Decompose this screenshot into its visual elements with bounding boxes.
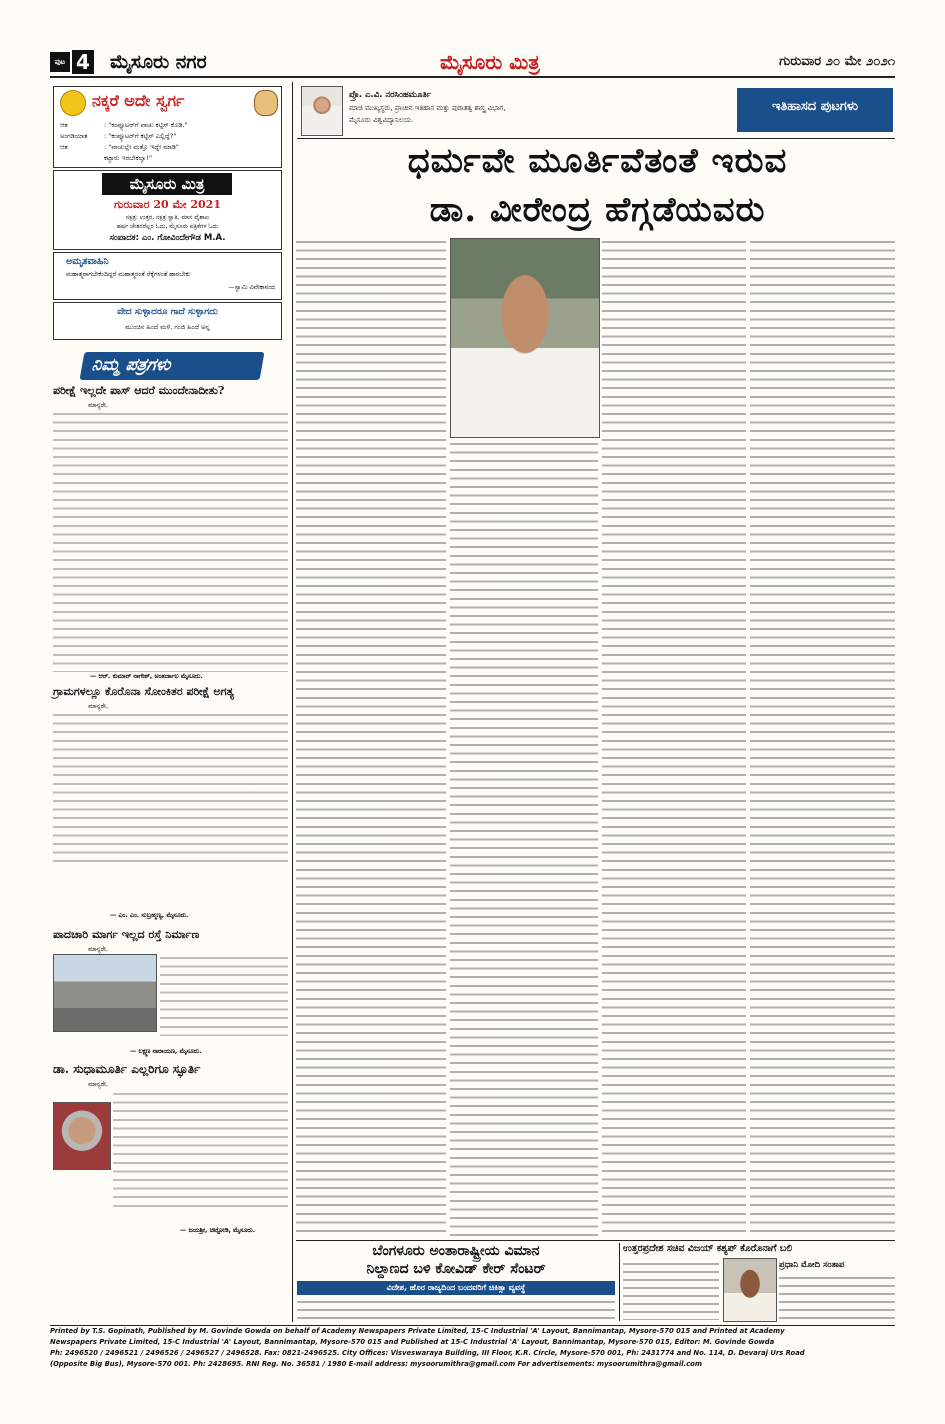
airport-subhead: ವಿದೇಶ, ಹೊರ ರಾಜ್ಯದಿಂದ ಬಂದವರಿಗೆ ಚಿಕಿತ್ಸಾ ವ್ಯವಸ್ಥೆ [297,1281,615,1295]
letter-salutation: ಮಾನ್ಯರೇ, [88,703,108,710]
author-desc: ಮಾಜಿ ಮುಖ್ಯಸ್ಥರು, ಪ್ರಾಚೀನ ಇತಿಹಾಸ ಮತ್ತು ಪುರಾತತ್ವ ಶಾಸ್ತ್ರ ವಿಭಾಗ, [349,104,506,112]
letter-signature: — ಜಯಶ್ರೀ, ಚಿಟ್ಟೋಡಿ, ಮೈಸೂರು. [180,1227,256,1234]
imprint-line: Ph: 2496520 / 2496521 / 2496526 / 2496527 / 2496528. Fax: 0821-2496525. City Offices: Visveswaraya Building, III Floor, K.R. Circle, Mysore-570 001, Ph: 2431774 and No. 114, D. Devaraj Urs Road [50,1349,805,1357]
up-minister-news [623,1243,895,1321]
feature-headline: ಧರ್ಮವೇ ಮೂರ್ತಿವೆತಂತೆ ಇರುವ [407,141,788,181]
feature-column [602,238,746,1236]
masthead [50,48,895,78]
letter-headline: ಪಾದಚಾರಿ ಮಾರ್ಗ ಇಲ್ಲದ ರಸ್ತೆ ನಿರ್ಮಾಣ [53,928,200,941]
joke-line: ಕಟ್ಟಾರು ಇರಬೇಕಲ್ವಾ!" [104,154,152,162]
info-line: ಹರ್ಷ ಚೇತನರೆಲ್ಲರ ಓದು, ಮೈಸೂರು ಪತ್ರಿಕೆಗಳ ಓದು [116,223,219,230]
letters-banner [80,352,265,380]
news-divider-top [296,1240,895,1241]
letter-headline: ಡಾ. ಸುಧಾಮೂರ್ತಿ ಎಲ್ಲರಿಗೂ ಸ್ಫೂರ್ತಿ [53,1062,201,1076]
editor-line: ಸಂಪಾದಕ: ಎಂ. ಗೋವಿಂದೇಗೌಡ M.A. [109,233,226,243]
up-body [779,1274,895,1320]
column-tag: ಇತಿಹಾಸದ ಪುಟಗಳು [737,88,893,132]
airport-body [297,1298,615,1322]
feature-column [296,238,446,1236]
up-headline: ಉತ್ತರಪ್ರದೇಶ ಸಚಿವ ವಿಜಯ್ ಕಶ್ಯಪ್ ಕೊರೊನಾಗೆ ಬಲಿ [623,1243,793,1254]
news-divider-vertical [619,1243,620,1321]
up-subhead: ಪ್ರಧಾನಿ ಮೋದಿ ಸಂತಾಪ [779,1260,845,1270]
info-box [53,170,282,250]
page-label: ಪುಟ [54,58,66,66]
quote-title: ಅಮೃತವಾಹಿನಿ [66,256,109,267]
heggade-portrait [450,238,600,438]
page-number: 4 [72,50,94,74]
joke-lines [60,120,276,164]
quote-box [53,252,282,300]
letter-salutation: ಮಾನ್ಯರೇ, [88,946,108,953]
airport-headline: ಬೆಂಗಳೂರು ಅಂತಾರಾಷ್ಟ್ರೀಯ ವಿಮಾನ [372,1243,540,1259]
imprint-footer [50,1325,895,1376]
paper-name: ಮೈಸೂರು ಮಿತ್ರ [440,50,540,74]
joke-line: ಆತ : "ವಾಚುಲ್ಲೇ ಮತ್ತೊ ಇದ್ದೇ ಮಾಡಿ" [60,143,179,151]
letter-salutation: ಮಾನ್ಯರೇ, [88,1081,108,1088]
quote-author: —ಸ್ವಾಮಿ ವಿವೇಕಾನಂದ [228,284,275,291]
column-divider [292,82,293,1322]
letter-salutation: ಮಾನ್ಯರೇ, [88,402,108,409]
letter-signature: — ಎಂ. ಎಂ. ಸುಬ್ರಹ್ಮಣ್ಯ, ಮೈಸೂರು. [110,912,189,919]
info-date: ಗುರುವಾರ 20 ಮೇ 2021 [113,198,221,211]
letter-body [53,711,288,863]
imprint-line: Printed by T.S. Gopinath, Published by M. Govinde Gowda on behalf of Academy Newspapers Private Limited, 15-C Industrial 'A' Layout, Bannimantap, Mysore-570 015 and Printed at Academy [50,1327,785,1335]
letter-signature: — ಲಕ್ಷ್ಮಣ ನಾರಾಯಣ, ಮೈಸೂರು. [130,1048,202,1055]
letter-headline: ಪರೀಕ್ಷೆ ಇಲ್ಲದೇ ಪಾಸ್ ಆದರೆ ಮುಂದೇನಾದೀತು? [53,384,225,397]
letter-headline: ಗ್ರಾಮಗಳಲ್ಲೂ ಕೊರೊನಾ ಸೋಂಕಿತರ ಪರೀಕ್ಷೆ ಅಗತ್ಯ [53,685,234,698]
feature-column [450,440,598,1236]
sudha-murthy-photo [53,1102,111,1170]
letter-body [113,1090,288,1210]
letters-banner-text: ನಿಮ್ಮ ಪತ್ರಗಳು [90,355,173,375]
imprint-line: (Opposite Big Bus), Mysore-570 001. Ph: 2428695. RNI Reg. No. 36581 / 1980 E-mail address: mysoorumithra@gmail.com For advertisements: mysoorumithra@gmail.com [50,1360,702,1368]
street-photo [53,954,157,1032]
feature-column [750,238,895,1236]
imprint-line: Newspapers Private Limited, 15-C Industrial 'A' Layout, Bannimantap, Mysore-570 015 and Published at 15-C Industrial 'A' Layout, Bannimantap, Mysore-570 015, Editor: M. Govinde Gowda [50,1338,775,1346]
quote-text: ಮಹಾತ್ಮರಾಗಬೇಕೆಂದಿದ್ದರೆ ಮಹಾತ್ಮರಂತೆ ರೆಕ್ಕೆಗಳಂತೆ ಹಾರಬೇಕು [66,271,191,278]
letter-body [53,410,288,672]
proverb-text: ಮುಂಚಿನ ಹಿಂದೆ ಮಳೆ, ಗಂಜಿ ಹಿಂದೆ ಅನ್ನ [125,323,210,331]
minister-photo [723,1258,777,1322]
section-title: ಮೈಸೂರು ನಗರ [110,51,207,73]
joke-title: ನಕ್ಕರೆ ಅದೇ ಸ್ವರ್ಗ [92,91,185,110]
info-line: ನಕ್ಷತ್ರ: ಉತ್ತರ, ನಕ್ಷತ್ರ ಸ್ವಾತಿ, ಮಾಸ ವೈಶಾಖ [125,214,210,221]
info-paper-name: ಮೈಸೂರು ಮಿತ್ರ [102,173,232,195]
letter-body [160,954,288,1036]
issue-date: ಗುರುವಾರ ೨೦ ಮೇ ೨೦೨೧ [779,54,895,69]
author-desc: ಮೈಸೂರು ವಿಶ್ವವಿದ್ಯಾನಿಲಯ. [349,116,414,124]
joke-line: ಅಂಗಡಿಯಾತ : "ಕಂಪ್ಯೂಟರ್‌ಗೆ ಕಟ್ಟಿಸ್ ಎಲ್ಲಿದ್ದೆ?" [60,132,177,140]
cartoon-icon [254,90,278,116]
airport-news [297,1243,615,1321]
author-photo [301,86,343,136]
airport-headline: ನಿಲ್ದಾಣದ ಬಳಿ ಕೋವಿಡ್ ಕೇರ್ ಸೆಂಟರ್ [366,1261,546,1277]
joke-box [53,86,282,168]
author-strip [297,84,895,139]
joke-line: ಆತ : "ಕಂಪ್ಯೂಟರ್‌ಗೆ ವಾಚು ಕಟ್ಟಿಸ್ ಕೊಡಿ." [60,121,188,129]
feature-headline: ಡಾ. ವೀರೇಂದ್ರ ಹೆಗ್ಗಡೆಯವರು [429,190,766,230]
page-label-box [50,52,70,72]
laughing-face-icon [60,90,86,116]
up-body [623,1260,719,1320]
letter-signature: — ಆರ್. ಕುಮಾರ್ ನಾಗೇಶ್, ಅಂತರ್ಜಾಲ ಮೈಸೂರು. [90,673,203,680]
author-name: ಪ್ರೊ. ಎ.ವಿ. ನರಸಿಂಹಮೂರ್ತಿ [349,90,432,100]
proverb-title: ವೇದ ಸುಳ್ಳಾದರೂ ಗಾದೆ ಸುಳ್ಳಾಗದು [117,307,218,317]
proverb-box [53,302,282,340]
